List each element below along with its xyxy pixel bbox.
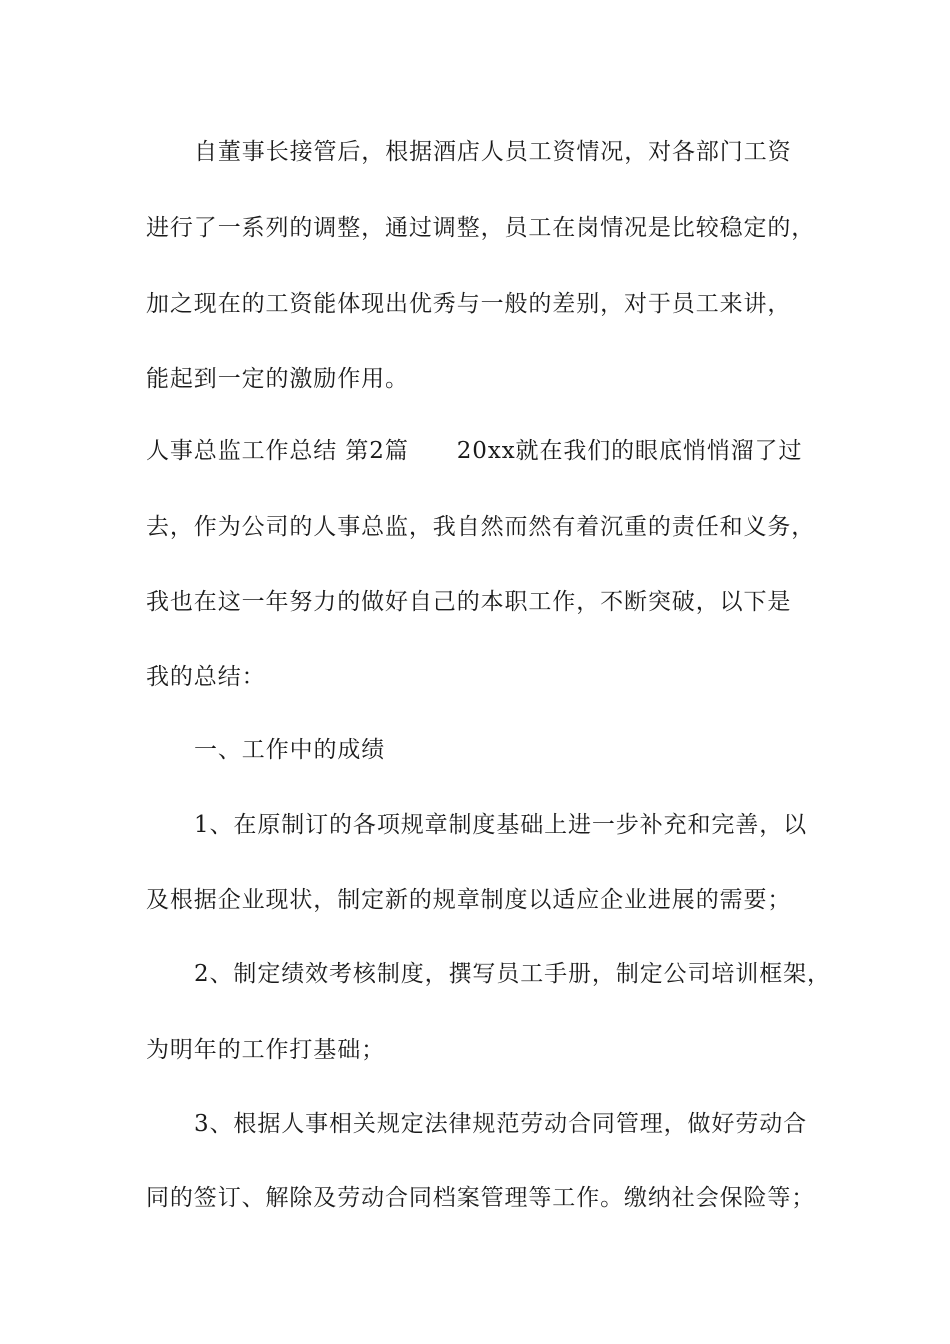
paragraph-line: 自董事长接管后，根据酒店人员工资情况，对各部门工资 [194,139,792,165]
section-first-line: 20xx就在我们的眼底悄悄溜了过 [456,438,803,464]
paragraph-line: 我的总结： [146,664,266,690]
list-item-line: 3、根据人事相关规定法律规范劳动合同管理，做好劳动合 [194,1111,808,1137]
paragraph-line: 能起到一定的激励作用。 [146,366,409,392]
section-line [146,436,826,466]
paragraph-line: 进行了一系列的调整，通过调整，员工在岗情况是比较稳定的， [146,215,816,241]
list-item-line: 2、制定绩效考核制度，撰写员工手册，制定公司培训框架， [194,961,831,987]
list-item-line: 1、在原制订的各项规章制度基础上进一步补充和完善，以 [194,812,808,838]
list-heading: 一、工作中的成绩 [194,737,386,763]
section-heading: 人事总监工作总结 第2篇 [146,438,409,464]
paragraph-line: 加之现在的工资能体现出优秀与一般的差别，对于员工来讲， [146,291,792,317]
paragraph-line: 去，作为公司的人事总监，我自然而然有着沉重的责任和义务， [146,514,816,540]
list-item-line: 为明年的工作打基础； [146,1037,385,1063]
paragraph-line: 我也在这一年努力的做好自己的本职工作，不断突破，以下是 [146,589,792,615]
list-item-line: 及根据企业现状，制定新的规章制度以适应企业进展的需要； [146,887,792,913]
list-item-line: 同的签订、解除及劳动合同档案管理等工作。缴纳社会保险等； [146,1185,816,1211]
